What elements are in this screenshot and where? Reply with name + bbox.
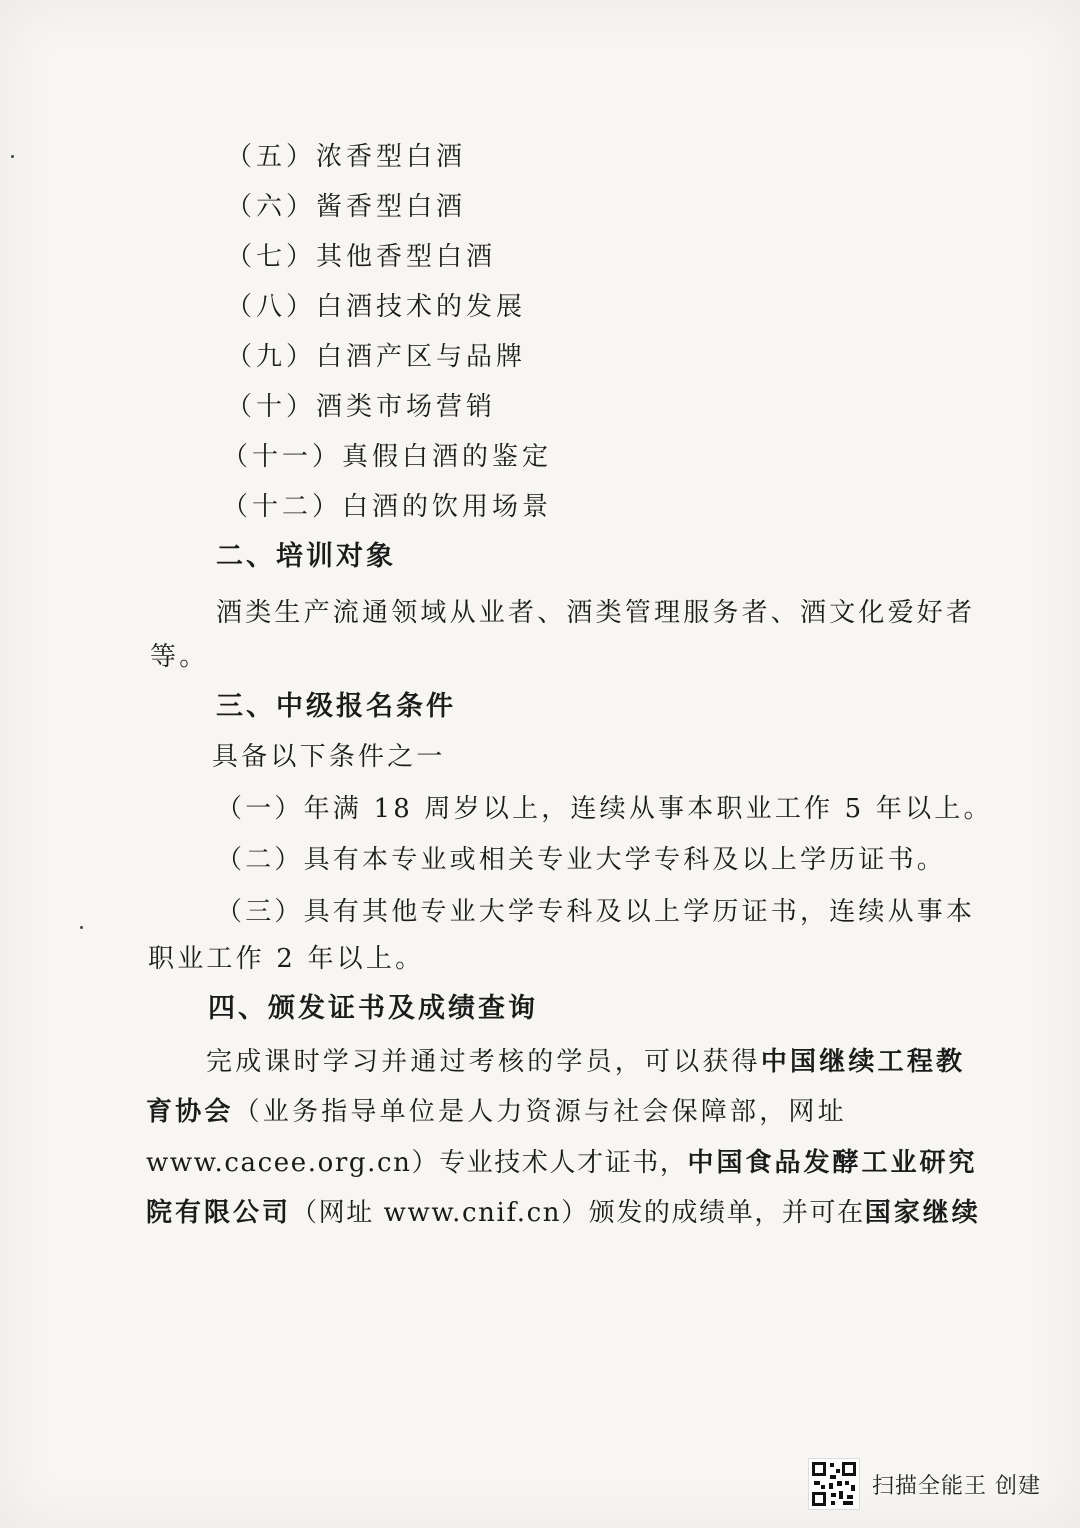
watermark-text: 扫描全能王 创建 [872, 1473, 1041, 1499]
org-name-bold: 育协会 [146, 1097, 234, 1127]
org-name-bold: 中国继续工程教 [760, 1047, 966, 1077]
list-item: （六）酱香型白酒 [226, 192, 467, 222]
org-name-bold: 国家继续 [864, 1198, 981, 1228]
paragraph-line: 等。 [150, 642, 209, 672]
condition-item: （一）年满 18 周岁以上，连续从事本职业工作 5 年以上。 [216, 794, 993, 824]
scan-speck [11, 155, 14, 158]
paragraph-line: 具备以下条件之一 [212, 742, 446, 772]
section-heading-training-target: 二、培训对象 [216, 541, 396, 572]
list-item: （十）酒类市场营销 [226, 392, 497, 422]
paragraph-line [146, 1146, 978, 1180]
section-heading-registration: 三、中级报名条件 [216, 691, 456, 722]
list-item: （七）其他香型白酒 [226, 242, 497, 272]
condition-item: （二）具有本专业或相关专业大学专科及以上学历证书。 [216, 845, 947, 875]
text-run: （网址 www.cnif.cn）颁发的成绩单，并可在 [291, 1198, 865, 1228]
org-name-bold: 中国食品发酵工业研究 [687, 1148, 978, 1178]
list-item: （八）白酒技术的发展 [226, 292, 527, 322]
text-run: 完成课时学习并通过考核的学员，可以获得 [206, 1047, 761, 1077]
scanner-watermark [808, 1458, 1041, 1510]
condition-item: 职业工作 2 年以上。 [148, 944, 425, 974]
list-item: （五）浓香型白酒 [226, 142, 467, 172]
list-item: （九）白酒产区与品牌 [226, 342, 527, 372]
list-item: （十一）真假白酒的鉴定 [222, 442, 553, 472]
condition-item: （三）具有其他专业大学专科及以上学历证书，连续从事本 [216, 897, 976, 927]
paragraph-line [146, 1095, 847, 1129]
paragraph-line [206, 1045, 965, 1079]
text-run: www.cacee.org.cn）专业技术人才证书， [146, 1148, 688, 1178]
text-run: （业务指导单位是人力资源与社会保障部，网址 [233, 1097, 847, 1127]
qr-code-icon [808, 1458, 860, 1510]
org-name-bold: 院有限公司 [146, 1198, 292, 1228]
scan-speck [80, 926, 83, 929]
paragraph-line: 酒类生产流通领域从业者、酒类管理服务者、酒文化爱好者 [216, 598, 976, 628]
list-item: （十二）白酒的饮用场景 [222, 492, 553, 522]
paragraph-line [146, 1196, 981, 1230]
section-heading-certificate: 四、颁发证书及成绩查询 [208, 993, 538, 1024]
